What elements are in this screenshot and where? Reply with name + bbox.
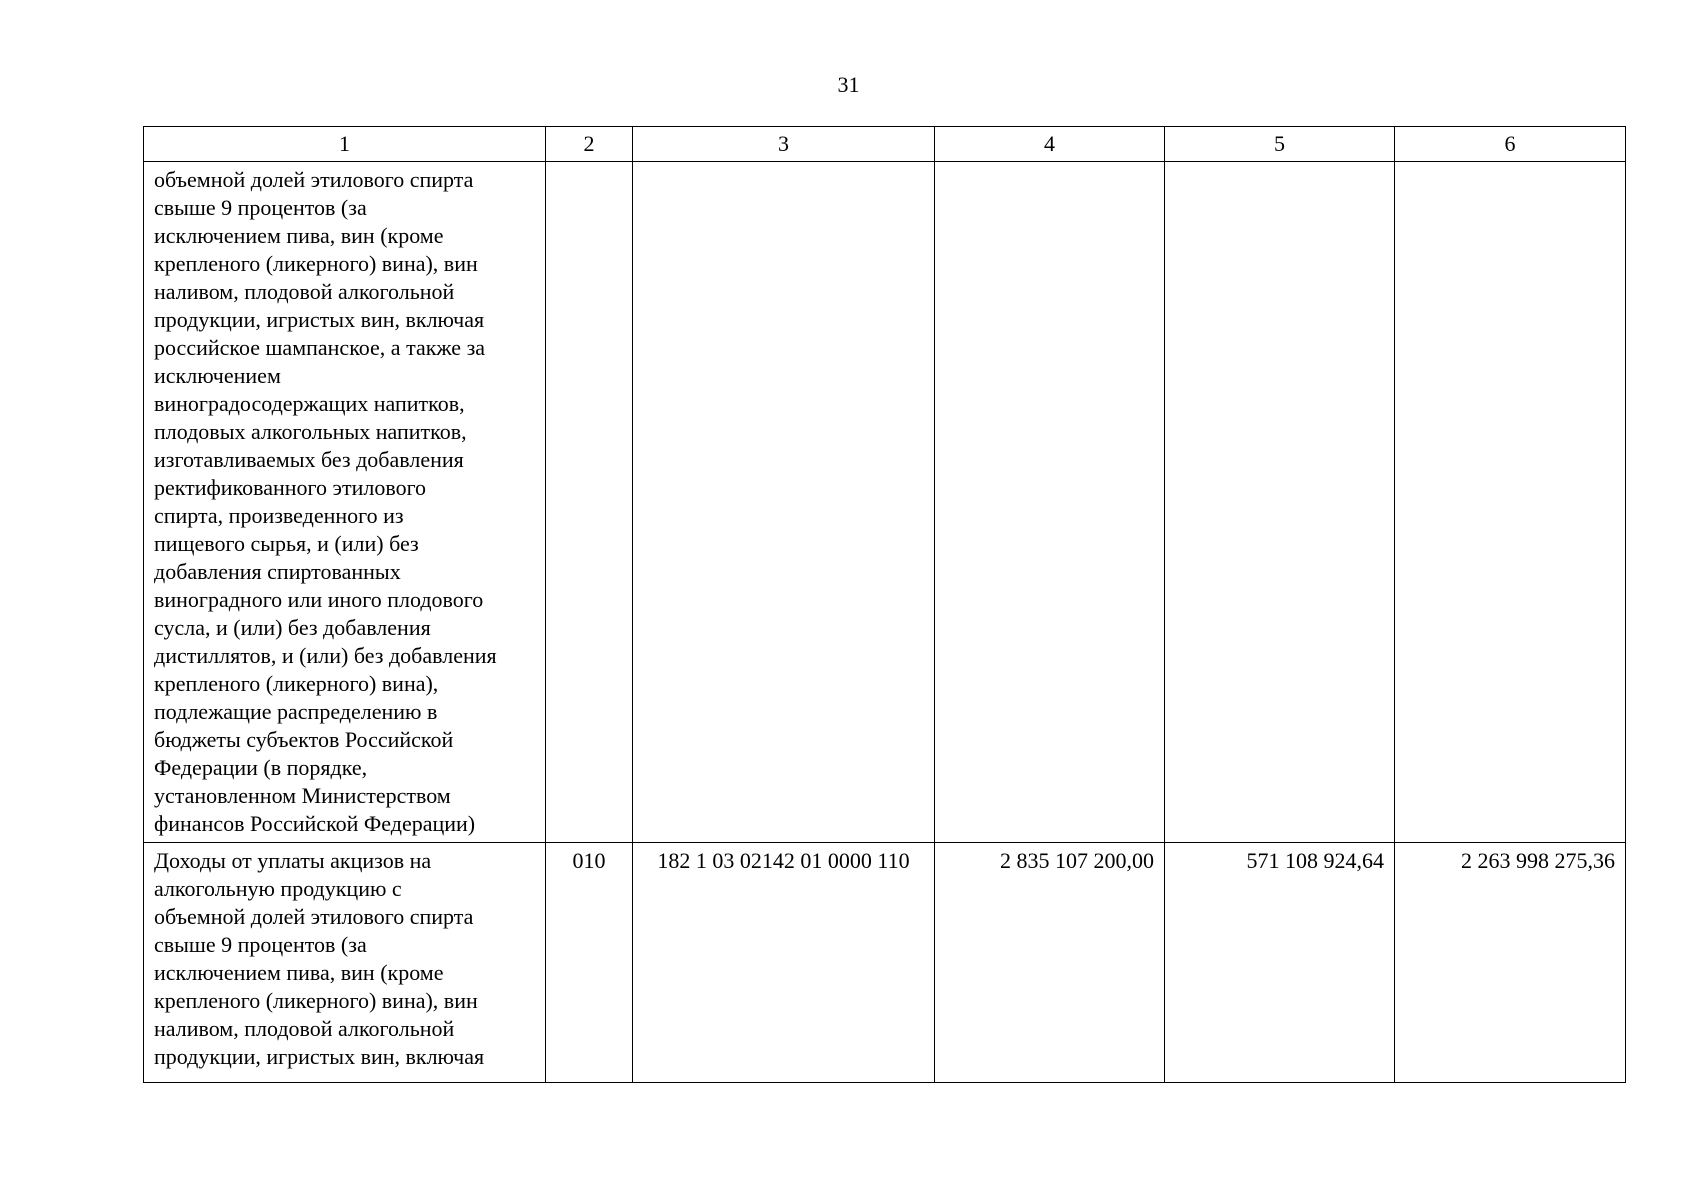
header-col-4: 4	[935, 127, 1165, 162]
row-not-executed-cell: 2 263 998 275,36	[1395, 843, 1626, 1083]
row-executed-cell	[1165, 162, 1395, 843]
row-line-code-cell: 010	[546, 843, 633, 1083]
row-name-cell: Доходы от уплаты акцизов на алкогольную продукцию с объемной долей этилового спирта свыше 9 процентов (за исключением пива, вин (кроме крепленого (ликерного) вина), вин наливом, плодовой алкогольной продукции, игристых вин, включая	[144, 843, 546, 1083]
row-line-code-cell	[546, 162, 633, 843]
row-kbk-cell: 182 1 03 02142 01 0000 110	[633, 843, 935, 1083]
header-col-3: 3	[633, 127, 935, 162]
table-row	[144, 162, 1626, 843]
row-kbk-cell	[633, 162, 935, 843]
header-col-6: 6	[1395, 127, 1626, 162]
table-row	[144, 843, 1626, 1083]
revenue-table	[143, 126, 1626, 1083]
row-executed-cell: 571 108 924,64	[1165, 843, 1395, 1083]
row-approved-cell	[935, 162, 1165, 843]
page-number: 31	[837, 72, 860, 97]
row-not-executed-cell	[1395, 162, 1626, 843]
header-col-5: 5	[1165, 127, 1395, 162]
header-col-2: 2	[546, 127, 633, 162]
header-row	[144, 127, 1626, 162]
header-col-1: 1	[144, 127, 546, 162]
row-name-cell: объемной долей этилового спирта свыше 9 процентов (за исключением пива, вин (кроме крепленого (ликерного) вина), вин наливом, плодовой алкогольной продукции, игристых вин, включая российское шампанское, а также за исключением виноградосодержащих напитков, плодовых алкогольных напитков, изготавливаемых без добавления ректификованного этилового спирта, произведенного из пищевого сырья, и (или) без добавления спиртованных виноградного или иного плодового сусла, и (или) без добавления дистиллятов, и (или) без добавления крепленого (ликерного) вина), подлежащие распределению в бюджеты субъектов Российской Федерации (в порядке, установленном Министерством финансов Российской Федерации)	[144, 162, 546, 843]
row-approved-cell: 2 835 107 200,00	[935, 843, 1165, 1083]
